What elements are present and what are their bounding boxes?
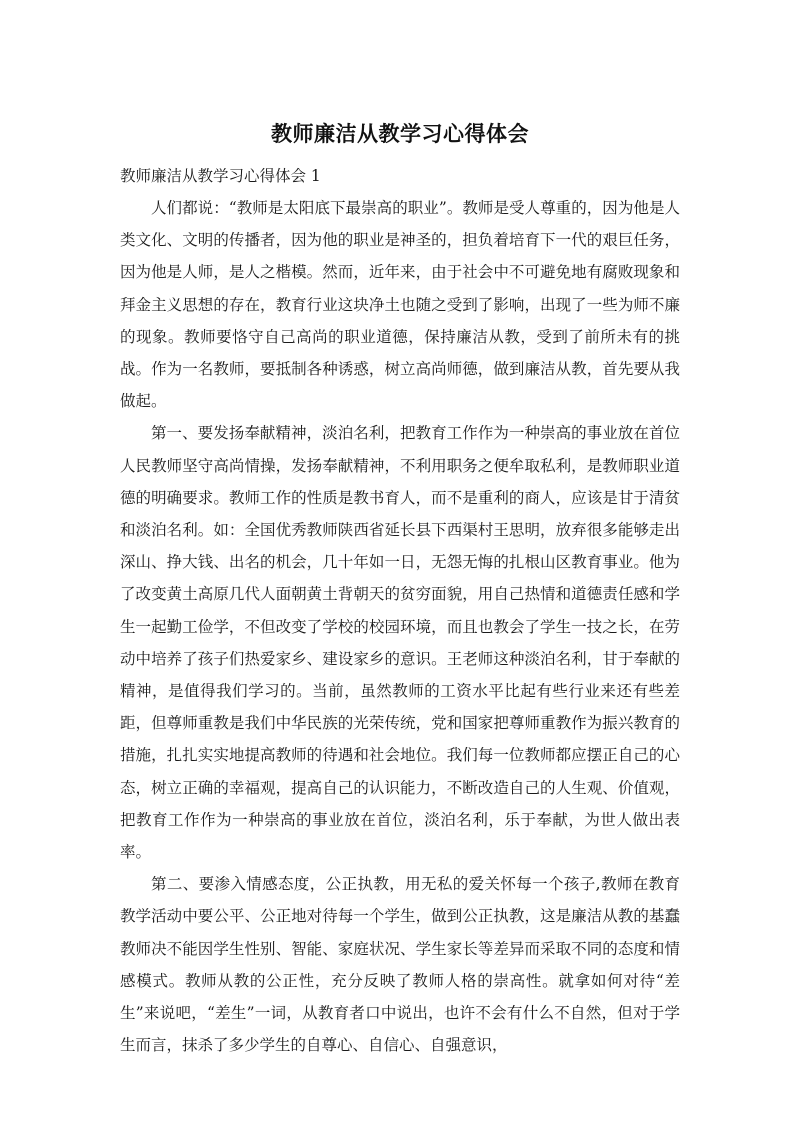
paragraph-intro: 人们都说：“教师是太阳底下最崇高的职业”。教师是受人尊重的，因为他是人类文化、文明的传播者，因为他的职业是神圣的，担负着培育下一代的艰巨任务，因为他是人师，是人之楷模。然而，近年来，由于社会中不可避免地有腐败现象和拜金主义思想的存在，教育行业这块净土也随之受到了影响，出现了一些为师不廉的现象。教师要恪守自己高尚的职业道德，保持廉洁从教，受到了前所未有的挑战。作为一名教师，要抵制各种诱惑，树立高尚师德，做到廉洁从教，首先要从我做起。 — [120, 199, 680, 411]
paragraph-point-one: 第一、要发扬奉献精神，淡泊名利，把教育工作作为一种崇高的事业放在首位人民教师坚守高尚情操，发扬奉献精神，不利用职务之便牟取私利，是教师职业道德的明确要求。教师工作的性质是教书育人，而不是重利的商人，应该是甘于清贫和淡泊名利。如：全国优秀教师陕西省延长县下西渠村王思明，放弃很多能够走出深山、挣大钱、出名的机会，几十年如一日，无怨无悔的扎根山区教育事业。他为了改变黄土高原几代人面朝黄土背朝天的贫穷面貌，用自己热情和道德责任感和学生一起勤工俭学，不但改变了学校的校园环境，而且也教会了学生一技之长，在劳动中培养了孩子们热爱家乡、建设家乡的意识。王老师这种淡泊名利，甘于奉献的精神，是值得我们学习的。当前，虽然教师的工资水平比起有些行业来还有些差距，但尊师重教是我们中华民族的光荣传统，党和国家把尊师重教作为振兴教育的措施，扎扎实实地提高教师的待遇和社会地位。我们每一位教师都应摆正自己的心态，树立正确的幸福观，提高自己的认识能力，不断改造自己的人生观、价值观，把教育工作作为一种崇高的事业放在首位，淡泊名利，乐于奉献，为世人做出表率。 — [120, 424, 680, 862]
document-body — [120, 192, 680, 1061]
document-title: 教师廉洁从教学习心得体会 — [271, 122, 529, 146]
section-heading: 教师廉洁从教学习心得体会 1 — [120, 167, 321, 185]
paragraph-point-two: 第二、要渗入情感态度，公正执教，用无私的爱关怀每一个孩子,教师在教育教学活动中要公平、公正地对待每一个学生，做到公正执教，这是廉洁从教的基蠢教师决不能因学生性别、智能、家庭状况、学生家长等差异而采取不同的态度和情感模式。教师从教的公正性，充分反映了教师人格的崇高性。就拿如何对待“差生”来说吧，“差生”一词，从教育者口中说出，也许不会有什么不自然，但对于学生而言，抹杀了多少学生的自尊心、自信心、自强意识， — [120, 875, 680, 1055]
